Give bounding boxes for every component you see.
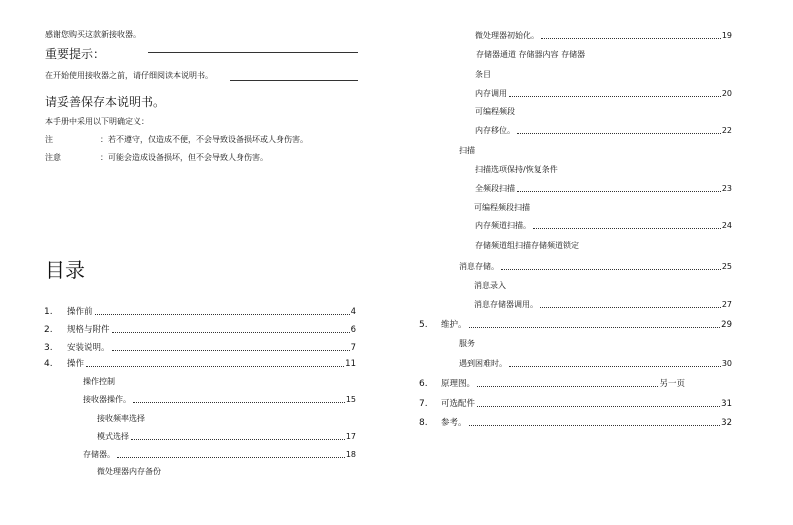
toc-entry-page: 18 (345, 450, 356, 459)
toc-entry-label: 操作 (67, 359, 85, 369)
dot-leader (86, 366, 344, 367)
toc-entry[interactable] (97, 467, 161, 477)
toc-entry[interactable] (419, 418, 732, 428)
toc-entry[interactable] (474, 300, 732, 310)
toc-entry-page: 17 (345, 432, 356, 441)
dot-leader (517, 191, 721, 192)
toc-entry[interactable] (97, 432, 356, 442)
toc-entry[interactable] (475, 241, 579, 251)
toc-entry[interactable] (459, 359, 732, 369)
toc-entry-label: 存储器通道 存储器内容 存储器 (476, 50, 586, 59)
toc-entry[interactable] (475, 126, 732, 136)
read-first-text: 在开始使用接收器之前，请仔细阅读本说明书。 (45, 71, 213, 80)
toc-entry-page: 4 (350, 307, 356, 317)
dot-leader (509, 96, 721, 97)
toc-entry[interactable] (475, 107, 515, 117)
toc-entry-number: 1. (44, 307, 53, 317)
toc-entry-page: 23 (721, 184, 732, 193)
toc-entry-label: 消息存储器调用。 (474, 300, 538, 309)
toc-entry-page: 24 (721, 221, 732, 230)
toc-entry[interactable] (44, 343, 356, 353)
keep-manual-heading: 请妥善保存本说明书。 (45, 95, 166, 109)
toc-entry-page: 20 (721, 89, 732, 98)
toc-entry-label: 原理图。 (441, 379, 476, 389)
toc-entry-label: 可编程频段扫描 (474, 203, 530, 212)
toc-entry[interactable] (475, 165, 558, 175)
toc-entry-label: 全频段扫描 (475, 184, 515, 193)
toc-entry[interactable] (83, 450, 356, 460)
toc-entry-page: 29 (721, 320, 732, 330)
toc-entry-label: 内存调用 (475, 89, 507, 98)
dot-leader (112, 350, 350, 351)
toc-entry[interactable] (419, 320, 732, 330)
definition-text: ：若不遵守，仅造成不便，不会导致设备损坏或人身伤害。 (100, 135, 308, 144)
divider (148, 52, 358, 53)
toc-entry[interactable] (419, 399, 732, 409)
toc-entry-label: 微处理器内存备份 (97, 467, 161, 476)
toc-entry-page: 27 (721, 300, 732, 309)
important-heading: 重要提示： (45, 47, 106, 61)
toc-entry-label: 参考。 (441, 418, 467, 428)
toc-entry-page: 6 (350, 325, 356, 335)
toc-entry-page: 7 (350, 343, 356, 353)
toc-entry-label: 安装说明。 (67, 343, 110, 353)
toc-entry[interactable] (474, 281, 506, 291)
toc-entry-label: 消息录入 (474, 281, 506, 290)
dot-leader (517, 133, 721, 134)
toc-entry-label: 内存移位。 (475, 126, 515, 135)
definitions-intro: 本手册中采用以下明确定义： (45, 117, 149, 126)
toc-entry-label: 内存频道扫描。 (475, 221, 531, 230)
toc-entry-number: 5. (419, 320, 428, 330)
toc-entry[interactable] (97, 414, 145, 424)
toc-entry[interactable] (475, 184, 732, 194)
toc-title: 目录 (45, 258, 85, 282)
toc-entry-number: 3. (44, 343, 53, 353)
toc-entry-page: 32 (721, 418, 732, 428)
toc-entry[interactable] (83, 377, 115, 387)
toc-entry-number: 7. (419, 399, 428, 409)
toc-entry[interactable] (44, 307, 356, 317)
toc-entry[interactable] (476, 50, 585, 60)
toc-entry-page: 19 (721, 31, 732, 40)
toc-entry-number: 8. (419, 418, 428, 428)
toc-entry[interactable] (83, 395, 356, 405)
toc-entry-page: 30 (721, 359, 732, 368)
definition-text: ：可能会造成设备损坏，但不会导致人身伤害。 (100, 153, 268, 162)
toc-entry-number: 2. (44, 325, 53, 335)
dot-leader (469, 327, 721, 328)
toc-entry-label: 维护。 (441, 320, 467, 330)
toc-entry[interactable] (475, 221, 732, 231)
toc-entry-label: 模式选择 (97, 432, 129, 441)
toc-entry-label: 可编程频段 (475, 107, 515, 116)
toc-entry-label: 扫描 (459, 146, 475, 155)
dot-leader (95, 314, 350, 315)
toc-entry-label: 存储器。 (83, 450, 115, 459)
toc-entry[interactable] (44, 325, 356, 335)
toc-entry-page: 另一页 (659, 379, 685, 389)
toc-entry-label: 遇到困难时。 (459, 359, 507, 368)
toc-entry-page: 25 (721, 262, 732, 271)
definition-term: 注 (45, 135, 53, 144)
toc-entry-label: 消息存储。 (459, 262, 499, 271)
toc-entry[interactable] (475, 89, 732, 99)
toc-entry-label: 微处理器初始化。 (475, 31, 539, 40)
dot-leader (540, 307, 721, 308)
toc-entry[interactable] (475, 31, 732, 41)
toc-entry[interactable] (44, 359, 356, 369)
toc-entry[interactable] (475, 70, 491, 80)
toc-entry-label: 接收器操作。 (83, 395, 131, 404)
toc-entry-label: 服务 (459, 339, 475, 348)
dot-leader (541, 38, 721, 39)
toc-entry[interactable] (459, 146, 475, 156)
dot-leader (133, 402, 345, 403)
toc-entry[interactable] (459, 339, 475, 349)
toc-entry-label: 操作前 (67, 307, 93, 317)
toc-entry[interactable] (419, 379, 685, 389)
toc-entry-label: 接收频率选择 (97, 414, 145, 423)
toc-entry[interactable] (474, 203, 530, 213)
toc-entry-label: 可选配件 (441, 399, 476, 409)
toc-entry-number: 6. (419, 379, 428, 389)
toc-entry[interactable] (459, 262, 732, 272)
toc-entry-label: 规格与附件 (67, 325, 110, 335)
definition-term: 注意 (45, 153, 61, 162)
toc-entry-label: 存储频道组扫描存储频道锁定 (475, 241, 579, 250)
toc-entry-label: 条目 (475, 70, 491, 79)
toc-entry-page: 22 (721, 126, 732, 135)
dot-leader (477, 386, 658, 387)
thanks-text: 感谢您购买这款新接收器。 (45, 30, 141, 39)
dot-leader (501, 269, 721, 270)
dot-leader (533, 228, 721, 229)
dot-leader (112, 332, 350, 333)
toc-entry-number: 4. (44, 359, 53, 369)
dot-leader (117, 457, 345, 458)
toc-entry-page: 11 (345, 359, 356, 369)
toc-entry-label: 操作控制 (83, 377, 115, 386)
dot-leader (477, 406, 720, 407)
divider (230, 80, 358, 81)
dot-leader (509, 366, 721, 367)
toc-entry-page: 15 (345, 395, 356, 404)
toc-entry-label: 扫描选项保持/恢复条件 (475, 165, 558, 174)
dot-leader (131, 439, 345, 440)
dot-leader (469, 425, 721, 426)
toc-entry-page: 31 (721, 399, 732, 409)
